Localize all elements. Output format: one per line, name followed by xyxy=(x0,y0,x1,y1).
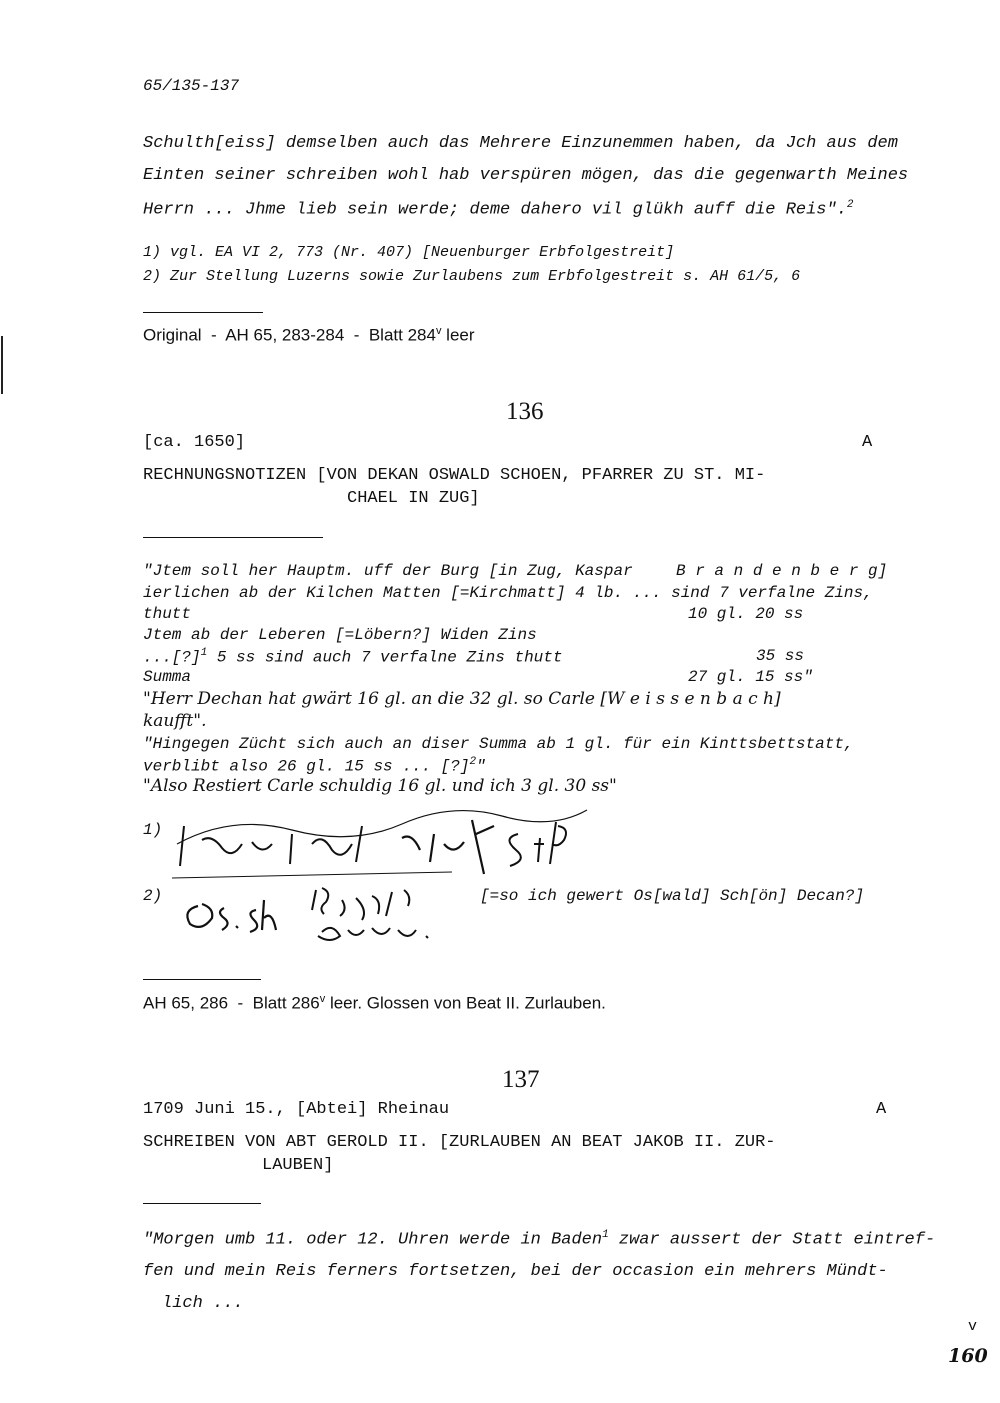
document-number-137: 137 xyxy=(502,1066,540,1093)
doc136-title-line-1: RECHNUNGSNOTIZEN [VON DEKAN OSWALD SCHOEN, PFARRER ZU ST. MI- xyxy=(143,466,766,485)
doc136-line-5-amount: 35 ss xyxy=(756,647,805,665)
doc137-date: 1709 Juni 15., [Abtei] Rheinau xyxy=(143,1100,450,1119)
page-reference: 65/135-137 xyxy=(143,77,240,95)
letter-line-3: Herrn ... Jhme lieb sein werde; deme dahero vil glükh auff die Reis".$^2$ xyxy=(143,199,854,220)
title-divider xyxy=(143,537,323,538)
doc136-line-4: Jtem ab der Leberen [=Löbern?] Widen Zins xyxy=(143,626,537,644)
document-number-136: 136 xyxy=(506,398,544,425)
doc136-line-6-amount: 27 gl. 15 ss" xyxy=(688,668,813,686)
doc136-line-6: Summa xyxy=(143,668,192,686)
doc137-title-line-2: LAUBEN] xyxy=(262,1156,334,1175)
doc137-title-line-1: SCHREIBEN VON ABT GEROLD II. [ZURLAUBEN AN BEAT JAKOB II. ZUR- xyxy=(143,1133,776,1152)
doc136-line-3: thutt xyxy=(143,605,192,623)
footnote-divider xyxy=(143,312,263,313)
handwriting-strokes-2 xyxy=(172,870,462,954)
doc136-line-5: ...[?]$^1$ 5 ss sind auch 7 verfalne Zins thutt xyxy=(143,647,563,667)
title-divider-137 xyxy=(143,1203,261,1204)
facsimile-2-gloss: [=so ich gewert Os[wald] Sch[ön] Decan?] xyxy=(480,887,865,905)
footnote-1: 1) vgl. EA VI 2, 773 (Nr. 407) [Neuenburger Erbfolgestreit] xyxy=(143,244,675,261)
letter-line-2: Einten seiner schreiben wohl hab verspüren mögen, das die gegenwarth Meines xyxy=(143,166,909,185)
doc137-grade: A xyxy=(876,1100,887,1119)
doc136-line-10: verblibt also 26 gl. 15 ss ... [?]$^2$" xyxy=(143,756,486,776)
doc136-title-line-2: CHAEL IN ZUG] xyxy=(347,489,480,508)
letter-line-1: Schulth[eiss] demselben auch das Mehrere Einzunemmen haben, da Jch aus dem xyxy=(143,134,898,153)
folio-number: 160 xyxy=(948,1345,988,1367)
doc136-grade: A xyxy=(862,433,873,452)
doc137-line-1: "Morgen umb 11. oder 12. Uhren werde in Baden$^1$ zwar aussert der Statt eintref- xyxy=(143,1229,936,1250)
doc136-line-9: "Hingegen Zücht sich auch an diser Summa ab 1 gl. für ein Kinttsbettstatt, xyxy=(143,735,854,753)
source-divider-136 xyxy=(143,979,261,980)
doc136-line-1-name: B r a n d e n b e r g] xyxy=(676,562,888,580)
handwriting-facsimile-2 xyxy=(172,870,462,954)
facsimile-2-label: 2) xyxy=(143,887,163,905)
doc136-line-2: ierlichen ab der Kilchen Matten [=Kirchmatt] 4 lb. ... sind 7 verfalne Zins, xyxy=(143,584,873,602)
source-note: Original - AH 65, 283-284 - Blatt 284$^v$ leer xyxy=(143,325,475,345)
doc137-line-3: lich ... xyxy=(162,1294,244,1313)
doc136-line-1: "Jtem soll her Hauptm. uff der Burg [in Zug, Kaspar xyxy=(143,562,633,580)
doc136-line-3-amount: 10 gl. 20 ss xyxy=(688,605,804,623)
footnote-2: 2) Zur Stellung Luzerns sowie Zurlaubens zum Erbfolgestreit s. AH 61/5, 6 xyxy=(143,268,801,285)
handwriting-strokes-1 xyxy=(172,804,592,876)
doc136-gloss-line-7: "Herr Dechan hat gwärt 16 gl. an die 32 gl. so Carle [W e i s s e n b a c h] xyxy=(143,689,781,709)
handwriting-facsimile-1 xyxy=(172,804,592,876)
page-mark-v: v xyxy=(968,1318,978,1335)
footnote-marker: 2 xyxy=(846,199,854,211)
doc136-gloss-line-11: "Also Restiert Carle schuldig 16 gl. und ich 3 gl. 30 ss" xyxy=(143,776,617,796)
doc137-line-2: fen und mein Reis ferners fortsetzen, bei der occasion ein mehrers Mündt- xyxy=(143,1262,888,1281)
scan-margin-mark xyxy=(1,336,7,394)
facsimile-1-label: 1) xyxy=(143,821,163,839)
doc136-date: [ca. 1650] xyxy=(143,433,246,452)
doc136-gloss-line-8: kaufft". xyxy=(143,711,207,731)
doc136-source-note: AH 65, 286 - Blatt 286$^v$ leer. Glossen von Beat II. Zurlauben. xyxy=(143,993,606,1013)
